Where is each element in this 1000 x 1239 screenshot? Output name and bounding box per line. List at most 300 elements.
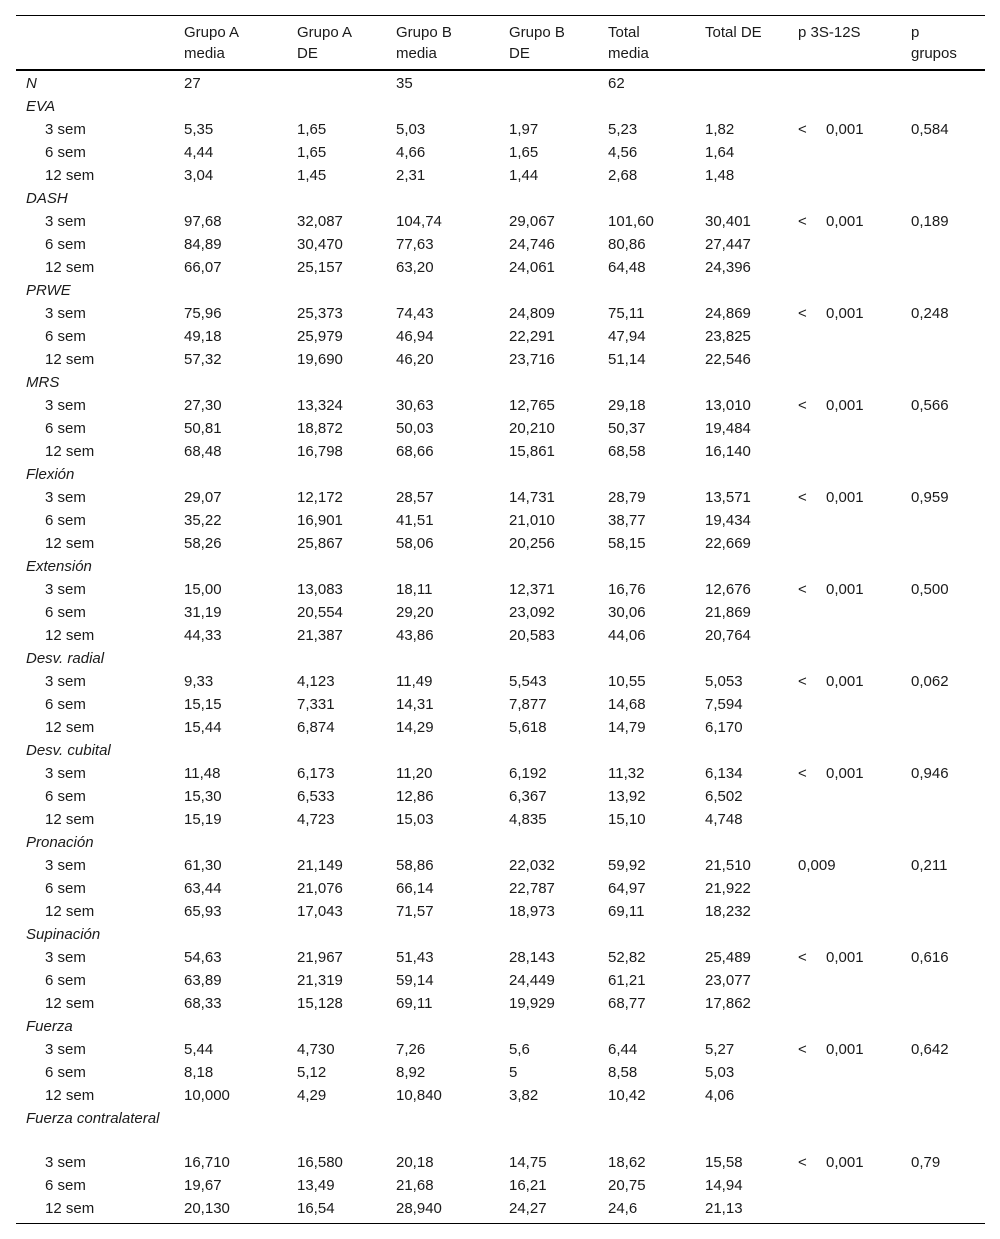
results-table-container [16, 15, 985, 1224]
table-cell: 18,62 [608, 1154, 646, 1171]
table-cell: 1,65 [509, 144, 539, 161]
p-3s12s-cell [798, 671, 911, 694]
row-label: 12 sem [45, 443, 95, 460]
table-cell [396, 740, 509, 763]
table-cell: 25,489 [705, 949, 751, 966]
table-cell: 21,922 [705, 880, 751, 897]
table-cell: 32,087 [297, 213, 343, 230]
table-cell: 25,867 [297, 535, 343, 552]
table-cell: 3,82 [509, 1087, 539, 1104]
p-grupos-cell [911, 142, 985, 165]
column-header [396, 16, 509, 71]
column-header [608, 16, 705, 71]
p-grupos-cell [911, 717, 985, 740]
table-cell [608, 464, 705, 487]
less-than-sign: < [798, 949, 807, 966]
row-label: 6 sem [45, 880, 86, 897]
p-3s12s-cell [798, 441, 911, 464]
p-3s12s-cell [798, 855, 911, 878]
table-cell: 5,543 [509, 673, 547, 690]
table-cell: 21,010 [509, 512, 555, 529]
column-header [911, 16, 985, 71]
table-cell [509, 556, 608, 579]
table-cell: 16,710 [184, 1154, 230, 1171]
table-cell: 13,49 [297, 1177, 335, 1194]
p-3s12s-cell [798, 878, 911, 901]
table-cell [396, 96, 509, 119]
column-header [184, 16, 297, 71]
table-cell: 5,27 [705, 1041, 735, 1058]
table-cell [396, 832, 509, 855]
column-header-line: DE [509, 45, 530, 62]
table-cell [396, 924, 509, 947]
group-label: Pronación [26, 834, 94, 851]
table-cell: 24,449 [509, 972, 555, 989]
table-cell: 20,130 [184, 1200, 230, 1217]
table-cell [798, 96, 911, 119]
p-grupos-cell [911, 349, 985, 372]
table-cell [608, 96, 705, 119]
table-cell [297, 740, 396, 763]
p-3s12s-cell [798, 418, 911, 441]
group-label: Fuerza [26, 1018, 73, 1035]
group-header-row [16, 648, 985, 671]
table-cell: 7,594 [705, 696, 743, 713]
table-cell: 17,862 [705, 995, 751, 1012]
table-row [16, 786, 985, 809]
table-cell [184, 96, 297, 119]
table-cell: 24,809 [509, 305, 555, 322]
column-header-line: Grupo A [184, 24, 240, 41]
column-header-line: Total [608, 24, 640, 41]
table-cell: 6,502 [705, 788, 743, 805]
less-than-sign: < [798, 765, 807, 782]
table-cell [705, 740, 798, 763]
table-cell: 3,04 [184, 167, 214, 184]
table-cell: 20,18 [396, 1154, 434, 1171]
table-cell: 5,44 [184, 1041, 214, 1058]
table-cell: 41,51 [396, 512, 434, 529]
table-cell: 104,74 [396, 213, 442, 230]
p-grupos-cell: 0,79 [911, 1154, 941, 1171]
p-3s12s-cell [798, 257, 911, 280]
table-cell: 25,979 [297, 328, 343, 345]
table-cell: 27,30 [184, 397, 222, 414]
table-cell: 20,75 [608, 1177, 646, 1194]
table-cell: 14,31 [396, 696, 434, 713]
table-cell [705, 648, 798, 671]
table-cell: 68,58 [608, 443, 646, 460]
group-label: EVA [26, 98, 56, 115]
table-row [16, 1039, 985, 1062]
table-cell: 68,77 [608, 995, 646, 1012]
table-cell [798, 280, 911, 303]
table-cell: 47,94 [608, 328, 646, 345]
table-cell [184, 924, 297, 947]
table-cell: 15,03 [396, 811, 434, 828]
table-cell: 35,22 [184, 512, 222, 529]
table-cell: 12,765 [509, 397, 555, 414]
table-row [16, 809, 985, 832]
p-grupos-cell [911, 625, 985, 648]
table-row [16, 1152, 985, 1175]
p-3s12s-cell [798, 579, 911, 602]
table-cell: 21,149 [297, 857, 343, 874]
table-cell: 1,45 [297, 167, 327, 184]
p-grupos-cell [911, 1085, 985, 1108]
p-value: 0,001 [826, 397, 864, 414]
table-cell: 12,86 [396, 788, 434, 805]
table-cell: 4,123 [297, 673, 335, 690]
group-label: Flexión [26, 466, 75, 483]
table-cell: 22,787 [509, 880, 555, 897]
row-label: N [26, 75, 37, 92]
table-cell: 43,86 [396, 627, 434, 644]
table-cell: 21,076 [297, 880, 343, 897]
table-cell [705, 832, 798, 855]
p-grupos-cell: 0,500 [911, 581, 949, 598]
table-cell: 66,14 [396, 880, 434, 897]
p-3s12s-cell [798, 947, 911, 970]
table-cell [705, 372, 798, 395]
less-than-sign: < [798, 1154, 807, 1171]
row-label: 6 sem [45, 972, 86, 989]
table-cell [798, 464, 911, 487]
table-cell: 18,872 [297, 420, 343, 437]
p-grupos-cell [911, 602, 985, 625]
table-row [16, 326, 985, 349]
n-row [16, 70, 985, 96]
table-cell: 4,66 [396, 144, 426, 161]
table-cell [608, 188, 705, 211]
less-than-sign: < [798, 397, 807, 414]
table-cell: 14,29 [396, 719, 434, 736]
table-row [16, 1062, 985, 1085]
row-label: 6 sem [45, 1064, 86, 1081]
group-header-row [16, 464, 985, 487]
row-label: 12 sem [45, 259, 95, 276]
table-cell: 9,33 [184, 673, 214, 690]
p-3s12s-cell [798, 970, 911, 993]
table-cell [396, 188, 509, 211]
table-cell: 10,840 [396, 1087, 442, 1104]
column-header [705, 16, 798, 71]
table-cell: 5,618 [509, 719, 547, 736]
table-cell: 7,331 [297, 696, 335, 713]
table-cell: 4,748 [705, 811, 743, 828]
group-label: Extensión [26, 558, 92, 575]
p-3s12s-cell [798, 1085, 911, 1108]
table-row [16, 349, 985, 372]
table-cell: 59,14 [396, 972, 434, 989]
p-3s12s-cell [798, 395, 911, 418]
column-header-line: grupos [911, 45, 957, 62]
table-cell [509, 464, 608, 487]
table-cell: 1,65 [297, 121, 327, 138]
row-label: 12 sem [45, 1087, 95, 1104]
p-grupos-cell [911, 510, 985, 533]
group-header-row [16, 372, 985, 395]
p-value: 0,001 [826, 213, 864, 230]
row-label: 12 sem [45, 811, 95, 828]
table-cell: 62 [608, 75, 625, 92]
p-3s12s-cell [798, 234, 911, 257]
table-cell: 5,03 [396, 121, 426, 138]
table-row [16, 395, 985, 418]
column-header-line: DE [297, 45, 318, 62]
row-label: 3 sem [45, 765, 86, 782]
table-cell: 14,79 [608, 719, 646, 736]
table-cell: 1,48 [705, 167, 735, 184]
table-cell: 4,730 [297, 1041, 335, 1058]
p-value: 0,001 [826, 949, 864, 966]
table-cell: 4,29 [297, 1087, 327, 1104]
p-3s12s-cell [798, 786, 911, 809]
table-row [16, 142, 985, 165]
table-cell: 58,15 [608, 535, 646, 552]
table-cell: 10,55 [608, 673, 646, 690]
table-cell: 21,869 [705, 604, 751, 621]
p-3s12s-cell [798, 694, 911, 717]
p-grupos-cell: 0,211 [911, 857, 948, 874]
table-cell: 13,92 [608, 788, 646, 805]
table-cell: 63,20 [396, 259, 434, 276]
table-cell: 24,396 [705, 259, 751, 276]
p-grupos-cell [911, 1062, 985, 1085]
table-cell: 13,324 [297, 397, 343, 414]
table-row [16, 579, 985, 602]
table-cell [184, 372, 297, 395]
table-cell: 15,15 [184, 696, 222, 713]
table-cell: 7,877 [509, 696, 547, 713]
table-cell: 27,447 [705, 236, 751, 253]
table-cell: 19,690 [297, 351, 343, 368]
table-cell: 68,66 [396, 443, 434, 460]
row-label: 6 sem [45, 420, 86, 437]
p-3s12s-cell [798, 1198, 911, 1224]
table-cell: 58,26 [184, 535, 222, 552]
table-row [16, 211, 985, 234]
table-cell [798, 70, 911, 96]
table-cell [297, 372, 396, 395]
p-grupos-cell: 0,959 [911, 489, 949, 506]
table-cell [705, 924, 798, 947]
table-row [16, 303, 985, 326]
less-than-sign: < [798, 121, 807, 138]
table-cell [297, 648, 396, 671]
table-cell [184, 740, 297, 763]
table-cell: 23,716 [509, 351, 555, 368]
table-cell: 15,861 [509, 443, 555, 460]
table-cell: 2,31 [396, 167, 426, 184]
table-cell: 101,60 [608, 213, 654, 230]
less-than-sign: < [798, 305, 807, 322]
table-cell [297, 464, 396, 487]
less-than-sign: < [798, 673, 807, 690]
table-cell [396, 1016, 509, 1039]
table-cell: 20,764 [705, 627, 751, 644]
group-header-row [16, 96, 985, 119]
p-3s12s-cell [798, 349, 911, 372]
table-row [16, 257, 985, 280]
table-cell: 7,26 [396, 1041, 426, 1058]
table-cell: 28,79 [608, 489, 646, 506]
p-value: 0,001 [826, 305, 864, 322]
table-cell: 5 [509, 1064, 518, 1081]
group-label: DASH [26, 190, 68, 207]
row-label: 12 sem [45, 351, 95, 368]
table-cell: 15,00 [184, 581, 222, 598]
table-cell: 10,42 [608, 1087, 646, 1104]
p-value: 0,001 [826, 121, 864, 138]
row-label: 12 sem [45, 627, 95, 644]
table-cell [509, 188, 608, 211]
table-cell: 4,44 [184, 144, 214, 161]
table-row [16, 510, 985, 533]
table-cell: 16,76 [608, 581, 646, 598]
table-cell: 19,484 [705, 420, 751, 437]
table-cell [509, 924, 608, 947]
table-row [16, 947, 985, 970]
table-cell [396, 464, 509, 487]
table-cell [798, 648, 911, 671]
table-cell [184, 280, 297, 303]
p-grupos-cell [911, 878, 985, 901]
table-cell [798, 832, 911, 855]
table-cell: 50,37 [608, 420, 646, 437]
table-cell: 6,170 [705, 719, 743, 736]
row-label: 6 sem [45, 144, 86, 161]
p-3s12s-cell [798, 625, 911, 648]
row-label: 3 sem [45, 121, 86, 138]
table-cell: 63,89 [184, 972, 222, 989]
table-cell: 4,06 [705, 1087, 735, 1104]
table-cell: 20,583 [509, 627, 555, 644]
results-table [16, 15, 985, 1224]
row-label: 3 sem [45, 397, 86, 414]
table-cell: 1,44 [509, 167, 539, 184]
table-cell: 2,68 [608, 167, 638, 184]
table-cell [798, 1016, 911, 1039]
table-cell [297, 1016, 396, 1039]
table-row [16, 1198, 985, 1224]
table-cell [798, 740, 911, 763]
table-cell: 1,65 [297, 144, 327, 161]
group-label: Desv. radial [26, 650, 105, 667]
row-label: 12 sem [45, 719, 95, 736]
p-3s12s-cell [798, 326, 911, 349]
table-cell: 11,20 [396, 765, 433, 782]
row-label: 12 sem [45, 167, 95, 184]
table-cell: 24,869 [705, 305, 751, 322]
table-cell [911, 96, 985, 119]
table-cell [184, 188, 297, 211]
table-row [16, 602, 985, 625]
group-label: Desv. cubital [26, 742, 111, 759]
table-cell: 8,58 [608, 1064, 638, 1081]
p-3s12s-cell [798, 1175, 911, 1198]
p-value: 0,001 [826, 489, 864, 506]
table-cell [184, 1108, 297, 1152]
header-row [16, 16, 985, 71]
table-cell [911, 1108, 985, 1152]
p-grupos-cell [911, 1175, 985, 1198]
table-cell: 21,68 [396, 1177, 434, 1194]
table-cell: 29,07 [184, 489, 222, 506]
table-cell [705, 70, 798, 96]
table-cell [297, 924, 396, 947]
table-cell: 15,44 [184, 719, 222, 736]
table-cell: 29,20 [396, 604, 434, 621]
table-cell [705, 464, 798, 487]
group-label: MRS [26, 374, 60, 391]
group-label: PRWE [26, 282, 71, 299]
table-cell: 14,731 [509, 489, 555, 506]
group-label: Fuerza contralateral [26, 1110, 160, 1127]
table-row [16, 119, 985, 142]
table-cell [608, 648, 705, 671]
table-cell [184, 1016, 297, 1039]
table-cell [297, 96, 396, 119]
table-row [16, 441, 985, 464]
table-cell: 69,11 [396, 995, 433, 1012]
table-cell: 25,373 [297, 305, 343, 322]
table-cell: 21,13 [705, 1200, 743, 1217]
table-cell: 18,232 [705, 903, 751, 920]
table-cell: 28,57 [396, 489, 434, 506]
p-3s12s-cell [798, 487, 911, 510]
table-cell [509, 832, 608, 855]
table-cell: 16,798 [297, 443, 343, 460]
table-cell [184, 832, 297, 855]
table-cell: 4,835 [509, 811, 547, 828]
table-row [16, 625, 985, 648]
group-header-row [16, 832, 985, 855]
table-cell [911, 280, 985, 303]
table-cell: 54,63 [184, 949, 222, 966]
table-cell: 71,57 [396, 903, 434, 920]
p-3s12s-cell [798, 119, 911, 142]
table-cell: 12,676 [705, 581, 751, 598]
table-cell: 24,061 [509, 259, 555, 276]
table-cell: 14,75 [509, 1154, 547, 1171]
table-cell [608, 924, 705, 947]
row-label: 3 sem [45, 1041, 86, 1058]
table-cell: 68,33 [184, 995, 222, 1012]
p-grupos-cell: 0,616 [911, 949, 949, 966]
table-cell: 13,010 [705, 397, 751, 414]
table-row [16, 763, 985, 786]
table-cell [396, 372, 509, 395]
column-header-line: Total DE [705, 24, 762, 41]
p-3s12s-cell [798, 1039, 911, 1062]
column-header-line: p 3S-12S [798, 24, 861, 41]
table-row [16, 418, 985, 441]
table-cell: 19,434 [705, 512, 751, 529]
table-row [16, 970, 985, 993]
p-3s12s-cell [798, 763, 911, 786]
row-label: 3 sem [45, 673, 86, 690]
table-cell [509, 648, 608, 671]
table-cell [608, 832, 705, 855]
table-cell: 75,96 [184, 305, 222, 322]
table-cell: 59,92 [608, 857, 646, 874]
table-cell: 68,48 [184, 443, 222, 460]
column-header-line: media [396, 45, 437, 62]
table-cell: 28,940 [396, 1200, 442, 1217]
row-label: 3 sem [45, 1154, 86, 1171]
table-cell: 61,21 [608, 972, 646, 989]
